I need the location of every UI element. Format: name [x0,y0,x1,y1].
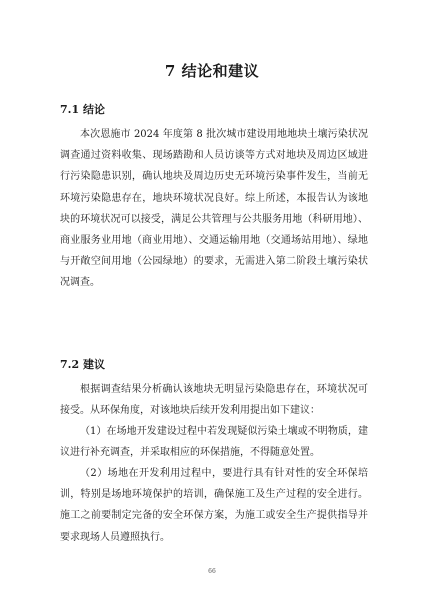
conclusion-paragraph: 本次恩施市 2024 年度第 8 批次城市建设用地地块土壤污染状况调查通过资料收集、现场踏勘和人员访谈等方式对地块及周边区域进行污染隐患识别，确认地块及周边历史无环境污染事件发生，当前无环境污染隐患存在，地块环境状况良好。综上所述，本报告认为该地块的环境状况可以接受，满足公共管理与公共服务用地（科研用地）、商业服务业用地（商业用地）、交通运输用地（交通场站用地）、绿地与开敞空间用地（公园绿地）的要求，无需进入第二阶段土壤污染状况调查。 [60,129,368,289]
section-heading-conclusion: 7.1 结论 [60,103,105,116]
suggestion-intro-paragraph: 根据调查结果分析确认该地块无明显污染隐患存在，环境状况可接受。从环保角度，对该地块后续开发利用提出如下建议： [60,384,368,417]
chapter-title: 7 结论和建议 [164,62,260,80]
section-heading-suggestions: 7.2 建议 [60,358,105,371]
page-number: 66 [208,568,216,575]
suggestion-item-2: （2）场地在开发利用过程中，要进行具有针对性的安全环保培训，特别是场地环境保护的培训，确保施工及生产过程的安全进行。施工之前要制定完备的安全环保方案，为施工或安全生产提供指导并要求现场人员遵照执行。 [60,468,368,543]
suggestion-item-1: （1）在场地开发建设过程中若发现疑似污染土壤或不明物质，建议进行补充调查，并采取相应的环保措施，不得随意处置。 [60,426,368,459]
